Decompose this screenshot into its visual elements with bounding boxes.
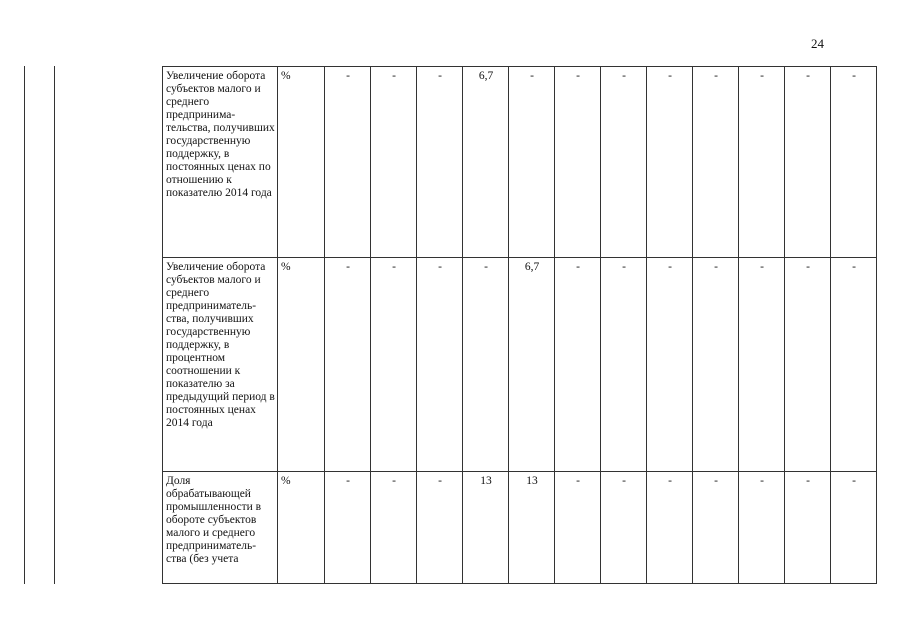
value-cell: - — [831, 67, 877, 258]
table-row — [163, 67, 877, 258]
value-cell: - — [693, 258, 739, 472]
indicator-description-text: Доля обрабатывающей промышленности в обороте субъектов малого и среднего предприниматель-ства (без учета — [166, 475, 262, 565]
value-cell: - — [831, 258, 877, 472]
indicator-description: Увеличение оборота субъектов малого и среднего предприниматель-ства, получивших государственную поддержку, в процентном соотношении к показателю за предыдущий период в постоянных ценах 2014 года — [163, 258, 278, 472]
value-cell: - — [831, 472, 877, 584]
value-cell: - — [417, 258, 463, 472]
indicator-table — [162, 66, 877, 584]
column-line — [54, 66, 55, 584]
value-cell: - — [371, 258, 417, 472]
indicator-unit: % — [278, 472, 325, 584]
table-row — [163, 258, 877, 472]
value-cell: - — [647, 472, 693, 584]
value-cell: - — [371, 67, 417, 258]
value-cell: - — [555, 258, 601, 472]
value-cell: - — [371, 472, 417, 584]
value-cell: - — [693, 67, 739, 258]
value-cell: - — [601, 472, 647, 584]
value-cell: - — [555, 67, 601, 258]
value-cell: - — [739, 472, 785, 584]
value-cell: - — [785, 67, 831, 258]
value-cell: 6,7 — [463, 67, 509, 258]
value-cell: - — [463, 258, 509, 472]
indicator-description — [163, 472, 278, 584]
value-cell: - — [509, 67, 555, 258]
value-cell: 13 — [463, 472, 509, 584]
value-cell: 13 — [509, 472, 555, 584]
value-cell: - — [739, 67, 785, 258]
value-cell: - — [785, 472, 831, 584]
indicator-unit: % — [278, 67, 325, 258]
indicator-unit: % — [278, 258, 325, 472]
value-cell: 6,7 — [509, 258, 555, 472]
indicator-description: Увеличение оборота субъектов малого и среднего предпринима-тельства, получивших государственную поддержку, в постоянных ценах по отношению к показателю 2014 года — [163, 67, 278, 258]
value-cell: - — [785, 258, 831, 472]
value-cell: - — [693, 472, 739, 584]
value-cell: - — [739, 258, 785, 472]
value-cell: - — [325, 472, 371, 584]
table-row — [163, 472, 877, 584]
value-cell: - — [417, 472, 463, 584]
value-cell: - — [325, 258, 371, 472]
value-cell: - — [601, 258, 647, 472]
value-cell: - — [647, 258, 693, 472]
value-cell: - — [647, 67, 693, 258]
value-cell: - — [417, 67, 463, 258]
page-number: 24 — [811, 36, 824, 51]
value-cell: - — [555, 472, 601, 584]
left-margin-line — [24, 66, 25, 584]
value-cell: - — [325, 67, 371, 258]
value-cell: - — [601, 67, 647, 258]
